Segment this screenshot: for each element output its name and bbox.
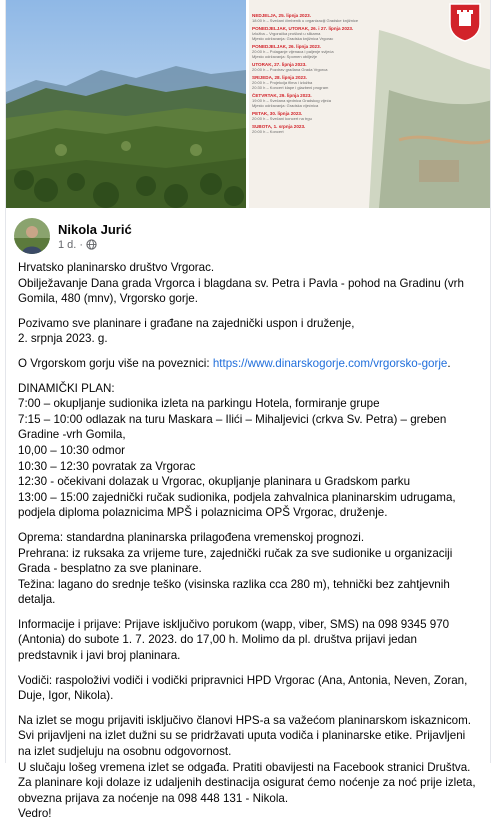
poster-program-line: 20:30 h – Koncert klape i glazbeni program [252, 85, 329, 90]
plan-item: 10,00 – 10:30 odmor [18, 443, 125, 457]
link-paragraph [18, 356, 478, 372]
plan-paragraph [18, 381, 478, 521]
intro-paragraph [18, 260, 478, 307]
plan-item: 12:30 - očekivani dolazak u Vrgorac, okupljanje planinara u Gradskom parku [18, 475, 411, 489]
link-prefix: O Vrgorskom gorju više na poveznici: [18, 356, 213, 370]
plan-item: 7:15 – 10:00 odlazak na turu Maskara – Ilići – Mihaljevici (crkva Sv. Petra) – greben Gradine -vrh Gomila, [18, 412, 447, 442]
avatar-image [14, 218, 50, 254]
post-card [5, 0, 491, 821]
poster-day-heading: SUBOTA, 1. srpnja 2023. [252, 124, 306, 129]
rules-paragraph [18, 713, 478, 822]
author-name[interactable]: Nikola Jurić [58, 221, 132, 237]
poster-day-heading: NEDJELJA, 25. lipnja 2023. [252, 13, 311, 18]
post-header [6, 208, 490, 258]
link-suffix: . [447, 356, 451, 370]
weather-text: U slučaju lošeg vremena izlet se odgađa. Pratiti obavijesti na Facebook stranici Društva. [18, 760, 471, 774]
info-paragraph: Informacije i prijave: Prijave isključivo porukom (wapp, viber, SMS) na 098 9345 970 (Antonia) do subote 1. 7. 2023. do 17,00 h. Molimo da pl. društva prijavi jedan predstavnik i javi broj planinara. [18, 617, 450, 663]
event-poster[interactable] [249, 0, 490, 208]
post-meta [58, 239, 132, 251]
poster-program-line: 18:00 h – Svečani čimbenik u organizaciji Gradske knjižnice [252, 18, 359, 23]
post-media[interactable] [6, 0, 490, 208]
vrgorsko-gorje-link[interactable]: https://www.dinarskogorje.com/vrgorsko-gorje [212, 356, 448, 370]
poster-program-line: Mjesto održavanja: Gradska knjižnica Vrgorac [252, 36, 334, 41]
guides-paragraph: Vodiči: raspoloživi vodiči i vodički pripravnici HPD Vrgorac (Ana, Antonia, Neven, Zoran, Duje, Igor, Nikola). [18, 673, 468, 703]
landscape-image [6, 0, 246, 208]
poster-program-line: 20:00 h – Projekcija filma i izložba [252, 80, 313, 85]
poster-day-heading: SRIJEDA, 28. lipnja 2023. [252, 75, 307, 80]
poster-day-heading: PONEDJELJAK, 26. lipnja 2023. [252, 44, 321, 49]
avatar[interactable] [14, 218, 50, 254]
poster-day-heading: UTORAK, 27. lipnja 2023. [252, 62, 307, 67]
poster-program [252, 10, 382, 134]
equipment-paragraph [18, 530, 478, 608]
poster-program-line: 20:00 h – Polaganje vijenaca i paljenje svijeća [252, 49, 334, 54]
poster-program-line: Mjesto održavanja: Gradska vijećnica [252, 103, 319, 108]
plan-item: 10:30 – 12:30 povratak za Vrgorac [18, 459, 196, 473]
plan-heading: DINAMIČKI PLAN: [18, 381, 115, 395]
food-text: Prehrana: iz ruksaka za vrijeme ture, zajednički ručak za sve sudionike u organizaciji Grada - besplatno za sve planinare. [18, 546, 453, 576]
event-description: Obilježavanje Dana grada Vrgorca i blagdana sv. Petra i Pavla - pohod na Gradinu (vrh Gomila, 480 (mnv), Vrgorsko gorje. [18, 276, 464, 306]
meta-separator: · [79, 238, 84, 251]
accommodation-text: Za planinare koji dolaze iz udaljenih destinacija osigurat ćemo noćenje za noć prije izleta, obvezna prijava za noćenje na 098 448 131 - Nikola. [18, 776, 476, 805]
poster-program-line: Izložba – Vrgoračka prošlost u slikama [252, 31, 321, 36]
post-text [6, 258, 490, 822]
poster-program-line: Mjesto održavanja: Spomen obilježje [252, 54, 318, 59]
landscape-photo[interactable] [6, 0, 246, 208]
poster-day-heading: PETAK, 30. lipnja 2023. [252, 111, 303, 116]
poster-program-line: 20:00 h – Svečani koncert na trgu [252, 116, 312, 121]
plan-item: 7:00 – okupljanje sudionika izleta na parkingu Hotela, formiranje grupe [18, 397, 380, 411]
difficulty-text: Težina: lagano do srednje teško (visinska razlika cca 280 m), tehnički bez zahtjevnih detalja. [18, 577, 450, 607]
plan-item: 13:00 – 15:00 zajednički ručak sudionika, podjela zahvalnica planinarskim udrugama, podjela diploma polaznicima MPŠ i polaznicima OPŠ Vrgorac, druženje. [18, 490, 456, 520]
club-name: Hrvatsko planinarsko društvo Vrgorac. [18, 261, 215, 274]
closing-text: Vedro! [18, 807, 52, 821]
poster-day-heading: PONEDJELJAK, UTORAK, 26. i 27. lipnja 2023. [252, 26, 354, 31]
poster-program-line: 20:00 h – Pozdrav građana Grada Vrgorca [252, 67, 328, 72]
equipment-text: Oprema: standardna planinarska prilagođena vremenskoj prognozi. [18, 530, 365, 544]
event-date: 2. srpnja 2023. g. [18, 332, 108, 346]
globe-icon[interactable] [86, 239, 97, 250]
poster-program-line: 19:00 h – Svečana sjednica Gradskog vijeća [252, 98, 331, 103]
post-time[interactable]: 1 d. [58, 238, 77, 251]
invite-paragraph [18, 316, 478, 347]
rules-text: Na izlet se mogu prijaviti isključivo članovi HPS-a sa važećom planinarskom iskaznicom. Svi prijavljeni na izlet dužni su se pridržavati uputa vodiča i planinarske etike. Prijavljeni na izlet sudjeluju na osobnu odgovornost. [18, 713, 471, 759]
invite-text: Pozivamo sve planinare i građane na zajednički uspon i druženje, [18, 316, 355, 330]
city-crest-icon [448, 2, 482, 42]
poster-day-heading: ČETVRTAK, 29. lipnja 2023. [252, 93, 312, 98]
poster-program-line: 20:00 h – Koncert [252, 129, 284, 134]
